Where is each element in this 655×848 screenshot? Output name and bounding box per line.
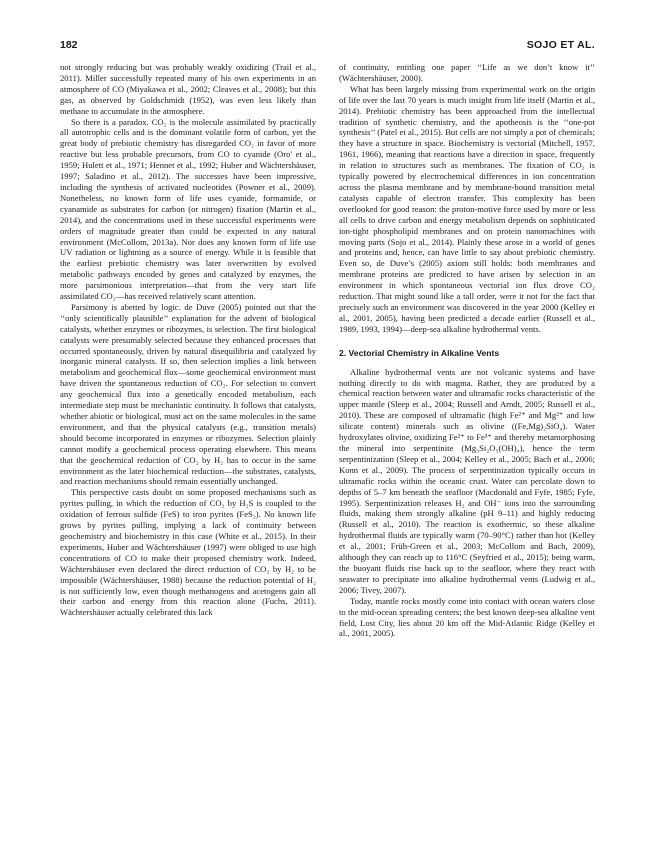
paragraph: What has been largely missing from experimental work on the origin of life over the last 70 years is much insight from life itself (Martin et al., 2014). Prebiotic chemistry has been approached from the intellectual tradition of synthetic chemistry, and the apotheosis is the ‘‘one-pot synthesis’’ (Patel et al., 2015). But cells are not simply a pot of chemicals; they have a structure in space. Biochemistry is vectorial (Mitchell, 1957, 1961, 1966), meaning that reactions have a direction in space, frequently in relation to structures such as membranes. The fixation of CO₂ is typically powered by electrochemical differences in ion concentration across the plasma membrane and by membrane-bound transition metal catalysts capable of electron transfer. This complexity has been overlooked for good reason: the proton-motive force used by more or less all cells to drive carbon and energy metabolism depends on sophisticated ion-tight phospholipid membranes and on protein nanomachines with moving parts (Sojo et al., 2014). Plainly these arose in a world of genes and proteins and, hence, can have little to say about prebiotic chemistry. Even so, de Duve’s (2005) axiom still holds: both membranes and membrane proteins are predicted to have arisen by selection in an environment in which spontaneous vectorial ion flux drove CO₂ reduction. That might sound like a tall order, were it not for the fact that precisely such an environment was discovered in the year 2000 (Kelley et al., 2001, 2005), having been predicted a decade earlier (Russell et al., 1989, 1993, 1994)—deep-sea alkaline hydrothermal vents.	[339, 83, 595, 334]
paragraph: So there is a paradox. CO₂ is the molecule assimilated by practically all autotrophic cells and is the dominant volatile form of carbon, yet the great body of prebiotic chemistry has disregarded CO₂ in favor of more reactive but less probable precursors, from CO to cyanide (Oro' et al., 1959; Hulett et al., 1971; Hennet et al., 1992; Huber and Wächtershäuser, 1997; Saladino et al., 2012). The successes have been impressive, including the synthesis of activated nucleotides (Powner et al., 2009). Nonetheless, no known form of life uses cyanide, formamide, or cyanamide as substrates for carbon (or nitrogen) fixation (Martin et al., 2014), and the concentrations used in these successful experiments were orders of magnitude greater than could be expected in any natural environment (McCollom, 2013a). Nor does any known form of life use UV radiation or lightning as a source of energy. While it is feasible that the earliest prebiotic chemistry was later overwritten by evolved metabolic pathways encoded by genes and catalyzed by enzymes, the more parsimonious interpretation—that from the very start life assimilated CO₂—has received relatively scant attention.	[60, 116, 316, 302]
page-number: 182	[60, 39, 78, 51]
paragraph: Today, mantle rocks mostly come into contact with ocean waters close to the mid-ocean spreading centers; the best known deep-sea alkaline vent field, Lost City, lies about 20 km off the Mid-Atlantic Ridge (Kelley et al., 2001, 2005).	[339, 595, 595, 639]
paragraph: This perspective casts doubt on some proposed mechanisms such as pyrites pulling, in which the reduction of CO₂ by H₂S is coupled to the oxidation of ferrous sulfide (FeS) to iron pyrites (FeS₂). No known life grows by pyrites pulling, implying a lack of continuity between geochemistry and biochemistry in this case (White et al., 2015). In their experiments, Huber and Wächtershäuser (1997) were obliged to use high concentrations of CO to make their proposed chemistry work. Indeed, Wächtershäuser even declared the direct reduction of CO₂ by H₂ to be impossible (Wächtershäuser, 1988) because the reduction potential of H₂ is not sufficiently low, even though methanogens and acetogens gain all their carbon and energy from this reaction alone (Fuchs, 2011). Wächtershäuser actually celebrated this lack	[60, 487, 316, 618]
paragraph: Parsimony is abetted by logic. de Duve (2005) pointed out that the ‘‘only scientifically plausible’’ explanation for the advent of biological catalysts, whether enzymes or ribozymes, is selection. The first biological catalysts were presumably selected because they enhanced processes that occurred spontaneously, driven by natural disequilibria and catalyzed by inorganic mineral catalysts. If so, then selection implies a link between metabolism and geochemical flux—some geochemical environment must have driven the spontaneous reduction of CO₂. For selection to convert any geochemical flux into a genetically encoded metabolism, each intermediate step must be mechanistic continuity. It follows that catalysts, whether abiotic or biological, must act on the same molecules in the same environment, and that the physical catalysts (e.g., transition metals) should become incorporated in enzymes or ribozymes. Selection plainly cannot modify a geochemical process operating elsewhere. This means that the geochemical reduction of CO₂ by H₂ has to occur in the same environment as the later biochemical reduction—the substrates, catalysts, and reaction mechanisms should remain essentially unchanged.	[60, 301, 316, 487]
paragraph: of continuity, entitling one paper ‘‘Life as we don’t know it’’ (Wächtershäuser, 2000).	[339, 62, 595, 83]
right-column	[339, 62, 595, 639]
paragraph: Alkaline hydrothermal vents are not volcanic systems and have nothing directly to do with magma. Rather, they are produced by a chemical reaction between water and ultramafic rocks characteristic of the upper mantle (Sleep et al., 2004; Russell and Arndt, 2005; Russell et al., 2010). These are composed of ultramafic (high Fe²⁺ and Mg²⁺ and low silicate content) minerals such as olivine ((Fe,Mg)₂SiO₄). Water hydroxylates olivine, oxidizing Fe²⁺ to Fe³⁺ and thereby metamorphosing the mineral into serpentinite (Mg₃Si₂O₅(OH)₄), hence the term serpentinization (Sleep et al., 2004; Kelley et al., 2005; Bach et al., 2006; Konn et al., 2009). The process of serpentinization typically occurs in ultramafic rocks within the oceanic crust. Water can percolate down to depths of 5–7 km beneath the seafloor (Macdonald and Fyfe, 1985; Fyfe, 1995). Serpentinization releases H₂ and OH⁻ ions into the surrounding fluids, making them strongly alkaline (pH 9–11) and highly reducing (Russell et al., 2010). The reaction is exothermic, so these alkaline hydrothermal fluids are typically warm (70–90°C) rather than hot (Kelley et al., 2001; Früh-Green et al., 2003; McCollom and Bach, 2009), although they can reach up to 116°C (Seyfried et al., 2015); being warm, the buoyant fluids rise back up to the seafloor, where they react with seawater to precipitate into alkaline hydrothermal vents (Ludwig et al., 2006; Tivey, 2007).	[339, 366, 595, 595]
left-column	[60, 62, 316, 618]
paragraph: not strongly reducing but was probably weakly oxidizing (Trail et al., 2011). Miller successfully repeated many of his own experiments in an atmosphere of CO (Miyakawa et al., 2002; Cleaves et al., 2008); but this gas, as observed by Goldschmidt (1952), was even less likely than methane to accumulate in the atmosphere.	[60, 62, 316, 116]
page-header	[60, 38, 595, 52]
section-heading: 2. Vectorial Chemistry in Alkaline Vents	[339, 347, 500, 358]
running-head: SOJO ET AL.	[526, 39, 595, 51]
